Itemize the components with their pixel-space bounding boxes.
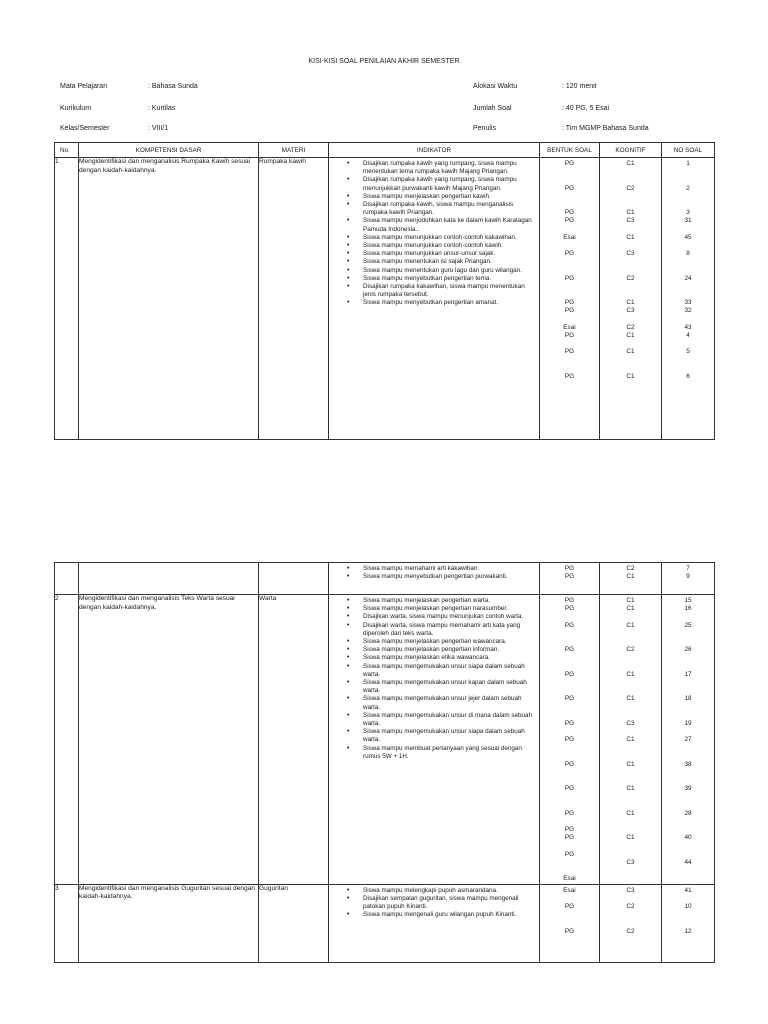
nosoal-value: 10 [684, 902, 692, 910]
bentuk-value [540, 630, 599, 638]
kognitif-value: C1 [626, 573, 635, 581]
bentuk-value [540, 703, 599, 711]
bentuk-value: PG [564, 160, 575, 167]
nosoal-value: 16 [684, 605, 692, 613]
bentuk-value [540, 242, 599, 250]
kelas-label: Kelas/Semester [60, 125, 110, 132]
bentuk-value [540, 777, 599, 785]
kognitif-value: C1 [626, 736, 635, 744]
bentuk-value: PG [564, 565, 575, 572]
bentuk-value: PG [564, 736, 575, 744]
kognitif-value [600, 703, 661, 711]
nosoal-value [662, 851, 714, 859]
kognitif-value: C1 [626, 809, 635, 817]
nosoal-value [662, 365, 714, 373]
nosoal-value: 8 [686, 250, 690, 258]
nosoal-value [662, 777, 714, 785]
bentuk-value [540, 919, 599, 927]
indikator-list [329, 885, 539, 920]
bentuk-value: PG [564, 348, 575, 356]
nosoal-value [662, 242, 714, 250]
nosoal-value: 4 [686, 331, 690, 339]
nosoal-value [662, 168, 714, 176]
bentuk-value [540, 176, 599, 184]
bentuk-value [540, 802, 599, 810]
indikator-item: • Siswa mampu menjelaskan etika wawancara. [333, 654, 539, 662]
nosoal-value: 9 [686, 573, 690, 581]
bentuk-value: PG [564, 646, 575, 654]
table-row [55, 563, 715, 595]
bentuk-value: PG [564, 927, 575, 935]
bentuk-value [540, 843, 599, 851]
kognitif-value [600, 851, 661, 859]
kisi-table-1 [54, 142, 715, 440]
kognitif-value: C1 [626, 299, 635, 307]
bentuk-value: PG [564, 372, 575, 380]
nosoal-value [662, 843, 714, 851]
nosoal-value [662, 654, 714, 662]
nosoal-value: 15 [684, 597, 692, 604]
nosoal-value [662, 744, 714, 752]
row-bentuk [540, 595, 600, 885]
indikator-item: • Siswa mampu menjelaskan pengertian wawancara. [333, 638, 539, 646]
indikator-item: • Siswa mampu menyebutkan pengertian tema. [333, 275, 539, 283]
bentuk-value: PG [564, 809, 575, 817]
kurikulum-value: : Kurtilas [148, 105, 176, 112]
kognitif-value [600, 911, 661, 919]
nosoal-value [662, 357, 714, 365]
alokasi-value: : 120 menit [562, 83, 597, 90]
row-indikator [329, 563, 540, 595]
indikator-item: • Siswa mampu menyebutkan pengertian amanat. [333, 299, 539, 307]
row-nosoal [662, 563, 715, 595]
header-kognitif: KOGNITIF [600, 143, 662, 158]
kognitif-value [600, 919, 661, 927]
nosoal-value: 45 [684, 233, 692, 241]
nosoal-value: 44 [684, 859, 692, 866]
kognitif-value: C1 [626, 160, 635, 167]
indikator-item: • Siswa mampu menunjukkan unsur-unsur sajak. [333, 250, 539, 258]
kognitif-value [600, 744, 661, 752]
nosoal-value [662, 630, 714, 638]
mapel-label: Mata Pelajaran [60, 83, 108, 90]
kognitif-value: C1 [626, 760, 635, 768]
indikator-list [329, 158, 539, 308]
row-no: 1 [55, 158, 79, 440]
bentuk-value: PG [564, 621, 575, 629]
kognitif-value [600, 843, 661, 851]
bentuk-value: PG [564, 573, 575, 581]
row-kd: Mengidentifikasi dan menganalisis Rumpaka Kawih sesuai dengan kaidah-kaidahnya. [79, 158, 259, 440]
bentuk-value: PG [564, 274, 575, 282]
nosoal-value [662, 818, 714, 826]
nosoal-value [662, 919, 714, 927]
nosoal-value: 27 [684, 736, 692, 744]
bentuk-value [540, 663, 599, 671]
nosoal-value: 12 [684, 927, 692, 935]
bentuk-value [540, 168, 599, 176]
bentuk-value [540, 753, 599, 761]
kognitif-value [600, 365, 661, 373]
bentuk-value: PG [564, 670, 575, 678]
nosoal-value: 28 [684, 809, 692, 817]
nosoal-value: 25 [684, 621, 692, 629]
indikator-item: • Siswa mampu menjodohkan kata ke dalam kawih Karatagan Pamuda Indonesia.. [333, 217, 539, 233]
bentuk-value [540, 911, 599, 919]
bentuk-value [540, 679, 599, 687]
nosoal-value: 43 [684, 323, 692, 331]
mapel-value: : Bahasa Sunda [148, 83, 198, 90]
bentuk-value [540, 769, 599, 777]
kognitif-value: C1 [626, 621, 635, 629]
kognitif-value [600, 777, 661, 785]
indikator-item: • Siswa mampu mengenali guru wilangan pupuh Kinanti. [333, 911, 539, 919]
kognitif-value [600, 357, 661, 365]
bentuk-value [540, 613, 599, 621]
nosoal-value: 5 [686, 348, 690, 356]
indikator-item: • Siswa mampu mengemukakan unsur di mana dalam sebuah warta. [333, 712, 539, 728]
kognitif-value [600, 266, 661, 274]
indikator-item: • Siswa mampu mengemukakan unsur siapa dalam sebuah warta. [333, 663, 539, 679]
nosoal-value [662, 193, 714, 201]
row-nosoal [662, 158, 715, 440]
nosoal-value: 7 [686, 565, 690, 572]
row-nosoal [662, 595, 715, 885]
kognitif-value: C1 [626, 834, 635, 842]
kognitif-value [600, 613, 661, 621]
indikator-list [329, 563, 539, 581]
kognitif-value [600, 663, 661, 671]
penulis-label: Penulis [473, 125, 496, 132]
kognitif-value: C2 [626, 184, 635, 192]
bentuk-value [540, 201, 599, 209]
row-materi: Guguritan [259, 884, 329, 962]
kognitif-value [600, 712, 661, 720]
row-kognitif [600, 595, 662, 885]
row-kognitif [600, 563, 662, 595]
indikator-item: • Disajikan rumpaka kawih, siswa mampu menganalisis rumpaka kawih Priangan. [333, 201, 539, 217]
kelas-value: : VIII/1 [148, 125, 169, 132]
row-indikator [329, 595, 540, 885]
kognitif-value: C3 [626, 250, 635, 258]
bentuk-value: PG [564, 760, 575, 768]
bentuk-value: PG [564, 719, 575, 727]
row-bentuk [540, 884, 600, 962]
nosoal-value [662, 638, 714, 646]
kognitif-value: C1 [626, 372, 635, 380]
bentuk-value [540, 193, 599, 201]
nosoal-value: 19 [684, 719, 692, 727]
nosoal-value: 17 [684, 670, 692, 678]
bentuk-value: PG [564, 331, 575, 339]
bentuk-value [540, 712, 599, 720]
nosoal-value [662, 687, 714, 695]
alokasi-label: Alokasi Waktu [473, 83, 518, 90]
bentuk-value [540, 357, 599, 365]
nosoal-value: 31 [684, 217, 692, 225]
bentuk-value [540, 340, 599, 348]
row-kognitif [600, 884, 662, 962]
indikator-item: • Siswa mampu menyebutkan pengertian purwakanti. [333, 573, 539, 581]
kognitif-value: C3 [626, 859, 635, 866]
kognitif-value: C1 [626, 605, 635, 613]
bentuk-value [540, 744, 599, 752]
row-materi: Rumpaka kawih [259, 158, 329, 440]
nosoal-value: 24 [684, 274, 692, 282]
kognitif-value [600, 802, 661, 810]
nosoal-value [662, 201, 714, 209]
table-row [55, 595, 715, 885]
nosoal-value [662, 283, 714, 291]
bentuk-value [540, 794, 599, 802]
kognitif-value [600, 242, 661, 250]
row-nosoal [662, 884, 715, 962]
nosoal-value: 18 [684, 695, 692, 703]
bentuk-value: Esai [563, 875, 576, 883]
bentuk-value: PG [564, 850, 575, 858]
bentuk-value: PG [564, 826, 575, 834]
bentuk-value: PG [564, 785, 575, 793]
indikator-item: • Siswa mampu mengemukakan unsur siapa dalam sebuah warta. [333, 728, 539, 744]
kognitif-value: C3 [626, 886, 635, 894]
nosoal-value [662, 316, 714, 324]
indikator-item: • Siswa mampu menjelaskan pengertian informan. [333, 646, 539, 654]
bentuk-value [540, 258, 599, 266]
bentuk-value: Esai [563, 233, 576, 241]
header-materi: MATERI [259, 143, 329, 158]
kognitif-value: C2 [626, 565, 635, 572]
indikator-item: • Disajikan sempalan guguritan, siswa mampu mengenali patokan pupuh Kinanti. [333, 895, 539, 911]
indikator-item: • Disajikan warta, siswa mampu menunjukan contoh warta. [333, 613, 539, 621]
bentuk-value: PG [564, 902, 575, 910]
nosoal-value: 33 [684, 299, 692, 307]
nosoal-value [662, 176, 714, 184]
table-row [55, 884, 715, 962]
row-materi: Warta [259, 595, 329, 885]
kognitif-value: C3 [626, 217, 635, 225]
indikator-item: • Siswa mampu membuat pertanyaan yang sesuai dengan rumus 5W + 1H. [333, 745, 539, 761]
kognitif-value [600, 168, 661, 176]
kognitif-value [600, 316, 661, 324]
indikator-item: • Siswa mampu menunjukkan contoh-contoh kakawihan. [333, 234, 539, 242]
kognitif-value [600, 895, 661, 903]
row-indikator [329, 884, 540, 962]
nosoal-value [662, 613, 714, 621]
nosoal-value [662, 679, 714, 687]
nosoal-value [662, 226, 714, 234]
kognitif-value: C1 [626, 785, 635, 793]
nosoal-value [662, 340, 714, 348]
indikator-item: • Siswa mampu menjelaskan pengertian narasumber. [333, 605, 539, 613]
bentuk-value: PG [564, 250, 575, 258]
kognitif-value: C2 [626, 902, 635, 910]
indikator-item: • Siswa mampu memahami arti kakawihan. [333, 565, 539, 573]
jumlah-value: : 40 PG, 5 Esai [562, 105, 610, 112]
kognitif-value [600, 687, 661, 695]
row-bentuk [540, 563, 600, 595]
kognitif-value [600, 283, 661, 291]
row-kd: Mengidentifikasi dan menganalisis Guguritan sesuai dengan kaidah-kaidahnya. [79, 884, 259, 962]
row-kd: Mengidentifikasi dan menganalisis Teks Warta sesuai dengan kaidah-kaidahnya. [79, 595, 259, 885]
nosoal-value: 40 [684, 834, 692, 842]
nosoal-value [662, 794, 714, 802]
indikator-item: • Siswa mampu menentukan isi sajak Priangan. [333, 258, 539, 266]
header-kd: KOMPETENSI DASAR [79, 143, 259, 158]
bentuk-value [540, 895, 599, 903]
bentuk-value: Esai [563, 323, 576, 331]
kurikulum-label: Kurikulum [60, 105, 92, 112]
nosoal-value: 3 [686, 209, 690, 217]
indikator-item: • Disajikan rumpaka kawih yang rumpang, siswa mampu menunjukkan purwakanti kawih Majang Priangan. [333, 176, 539, 192]
kognitif-value [600, 258, 661, 266]
indikator-item: • Siswa mampu menunjukkan contoh-contoh kawih. [333, 242, 539, 250]
kognitif-value: C1 [626, 233, 635, 241]
kognitif-value [600, 753, 661, 761]
indikator-item: • Siswa mampu mengemukakan unsur kapan dalam sebuah warta. [333, 679, 539, 695]
kognitif-value: C1 [626, 331, 635, 339]
nosoal-value [662, 728, 714, 736]
indikator-item: • Siswa mampu menentukan guru lagu dan guru wilangan. [333, 267, 539, 275]
bentuk-value [540, 859, 599, 867]
indikator-item: • Siswa mampu melengkapi pupuh asmarandana. [333, 887, 539, 895]
penulis-value: : Tim MGMP Bahasa Sunda [562, 125, 649, 132]
nosoal-value [662, 258, 714, 266]
kognitif-value [600, 679, 661, 687]
row-no: 3 [55, 884, 79, 962]
kognitif-value: C3 [626, 307, 635, 315]
bentuk-value: Esai [563, 886, 576, 894]
indikator-item: • Siswa mampu menjelaskan pengertian warta. [333, 597, 539, 605]
header-bentuk: BENTUK SOAL [540, 143, 600, 158]
nosoal-value: 26 [684, 646, 692, 654]
indikator-item: • Disajikan warta, siswa mampu memahami arti kata yang diperoleh dari teks warta. [333, 622, 539, 638]
bentuk-value: PG [564, 299, 575, 307]
kognitif-value [600, 826, 661, 834]
bentuk-value: PG [564, 597, 575, 604]
row-kognitif [600, 158, 662, 440]
kognitif-value [600, 794, 661, 802]
nosoal-value [662, 895, 714, 903]
kognitif-value [600, 818, 661, 826]
kognitif-value: C1 [626, 695, 635, 703]
bentuk-value [540, 728, 599, 736]
bentuk-value: PG [564, 307, 575, 315]
nosoal-value: 1 [686, 160, 690, 167]
jumlah-label: Jumlah Soal [473, 105, 512, 112]
nosoal-value [662, 703, 714, 711]
kognitif-value [600, 630, 661, 638]
nosoal-value: 32 [684, 307, 692, 315]
bentuk-value [540, 226, 599, 234]
bentuk-value [540, 818, 599, 826]
table-header-row [55, 143, 715, 158]
bentuk-value [540, 687, 599, 695]
indikator-item: • Siswa mampu mengemukakan unsur jejer dalam sebuah warta. [333, 695, 539, 711]
bentuk-value: PG [564, 605, 575, 613]
bentuk-value: PG [564, 217, 575, 225]
row-no: 2 [55, 595, 79, 885]
nosoal-value [662, 769, 714, 777]
row-bentuk [540, 158, 600, 440]
kognitif-value [600, 226, 661, 234]
bentuk-value: PG [564, 695, 575, 703]
indikator-item: • Siswa mampu menjelaskan pengertian kawih. [333, 193, 539, 201]
nosoal-value [662, 266, 714, 274]
kognitif-value [600, 340, 661, 348]
nosoal-value: 41 [684, 886, 692, 894]
bentuk-value: PG [564, 209, 575, 217]
nosoal-value: 38 [684, 760, 692, 768]
kognitif-value: C1 [626, 209, 635, 217]
kognitif-value [600, 201, 661, 209]
bentuk-value [540, 867, 599, 875]
nosoal-value [662, 753, 714, 761]
indikator-item: • Disajikan rumpaka kawih yang rumpang, siswa mampu menentukan tema rumpaka kawih Majang Priangan. [333, 160, 539, 176]
nosoal-value [662, 826, 714, 834]
kognitif-value [600, 654, 661, 662]
kognitif-value [600, 193, 661, 201]
header-indikator: INDIKATOR [329, 143, 540, 158]
bentuk-value [540, 291, 599, 299]
kognitif-value: C1 [626, 348, 635, 356]
indikator-list [329, 595, 539, 761]
kognitif-value [600, 769, 661, 777]
bentuk-value: PG [564, 184, 575, 192]
bentuk-value [540, 266, 599, 274]
kisi-table-2 [54, 562, 715, 963]
bentuk-value [540, 316, 599, 324]
kognitif-value: C2 [626, 646, 635, 654]
table-row [55, 158, 715, 440]
bentuk-value [540, 638, 599, 646]
bentuk-value: PG [564, 834, 575, 842]
nosoal-value [662, 712, 714, 720]
nosoal-value [662, 663, 714, 671]
kognitif-value: C3 [626, 719, 635, 727]
bentuk-value [540, 654, 599, 662]
row-indikator [329, 158, 540, 440]
kognitif-value [600, 638, 661, 646]
header-nosoal: NO SOAL [662, 143, 715, 158]
indikator-item: • Disajikan rumpaka kakawihan, siswa mampu menentukan jenis rumpaka tersebut. [333, 283, 539, 299]
header-no: No [55, 143, 79, 158]
kognitif-value: C1 [626, 670, 635, 678]
kognitif-value: C2 [626, 323, 635, 331]
nosoal-value: 2 [686, 184, 690, 192]
bentuk-value [540, 365, 599, 373]
kognitif-value [600, 176, 661, 184]
bentuk-value [540, 283, 599, 291]
nosoal-value: 6 [686, 372, 690, 380]
kognitif-value: C2 [626, 927, 635, 935]
nosoal-value [662, 802, 714, 810]
nosoal-value: 39 [684, 785, 692, 793]
kognitif-value [600, 291, 661, 299]
nosoal-value [662, 911, 714, 919]
kognitif-value [600, 728, 661, 736]
kognitif-value: C1 [626, 597, 635, 604]
nosoal-value [662, 291, 714, 299]
page-title: KISI-KISI SOAL PENILAIAN AKHIR SEMESTER [308, 58, 460, 65]
kognitif-value: C2 [626, 274, 635, 282]
